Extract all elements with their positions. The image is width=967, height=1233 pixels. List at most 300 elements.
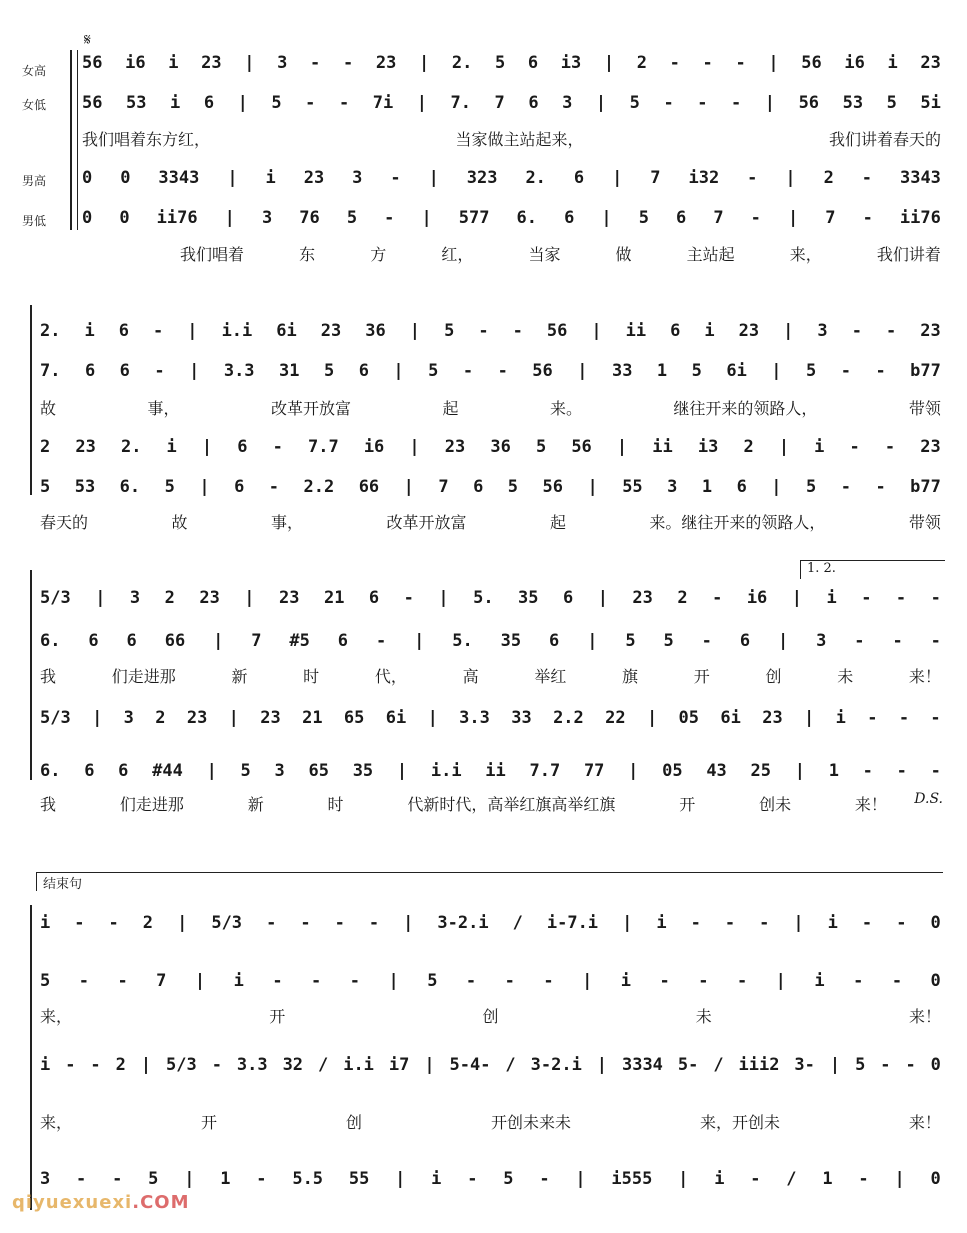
score-token: 56	[801, 53, 822, 73]
score-token: 56	[798, 93, 820, 113]
score-token: 5	[427, 971, 438, 991]
score-token: 开	[200, 1112, 217, 1132]
score-token: 5.	[473, 588, 494, 608]
score-token: -	[867, 708, 878, 728]
score-token: -	[78, 971, 89, 991]
score-token: 开	[269, 1006, 286, 1026]
barline: |	[793, 913, 804, 933]
barline: |	[95, 588, 106, 608]
barline: |	[678, 1169, 689, 1189]
score-token: 35	[518, 588, 539, 608]
barline: |	[587, 631, 598, 651]
barline: |	[775, 971, 786, 991]
score-token: -	[861, 588, 872, 608]
score-token: 66	[164, 631, 186, 651]
barline: |	[206, 761, 217, 781]
score-token: 3334	[621, 1055, 663, 1075]
score-token: 6	[118, 761, 129, 781]
score-token: 新	[231, 666, 248, 686]
score-token: 来，开创未	[699, 1112, 780, 1132]
score-token: 2	[636, 53, 648, 73]
score-token: 3	[667, 477, 678, 497]
score-token: 0	[120, 168, 131, 188]
system3-soprano-notes	[40, 585, 941, 611]
score-token: 6	[237, 437, 248, 457]
score-token: 创	[345, 1112, 362, 1132]
barline: |	[438, 588, 449, 608]
system-bracket	[30, 905, 32, 1210]
system-bracket	[70, 50, 72, 230]
barline: |	[787, 208, 799, 228]
score-token: 5	[806, 477, 817, 497]
score-token: 事，	[270, 512, 303, 532]
coda-female-lyrics	[40, 1004, 941, 1026]
barline: |	[783, 321, 794, 341]
coda-male-lyrics	[40, 1110, 941, 1132]
score-token: -	[851, 321, 862, 341]
score-token: -	[65, 1055, 76, 1075]
score-token: 23	[279, 588, 300, 608]
score-token: 0	[930, 913, 941, 933]
score-token: 6	[358, 361, 369, 381]
score-token: 5/3	[211, 913, 243, 933]
score-token: -	[663, 93, 674, 113]
score-token: 6	[739, 631, 751, 651]
score-token: /	[318, 1055, 329, 1075]
score-token: -	[880, 1055, 891, 1075]
score-token: -	[747, 168, 758, 188]
score-token: 0	[930, 971, 941, 991]
score-token: 23	[920, 53, 941, 73]
score-token: i.i	[343, 1055, 374, 1075]
score-token: 6	[736, 477, 747, 497]
barline: |	[228, 708, 239, 728]
score-token: 6	[670, 321, 681, 341]
system2-female-lyrics	[40, 396, 941, 418]
score-token: i	[84, 321, 95, 341]
score-token: 当家做主站起来，	[455, 129, 584, 149]
score-token: 56	[546, 321, 568, 341]
score-token: 时	[303, 666, 320, 686]
score-token: i6	[844, 53, 865, 73]
barline: |	[403, 913, 414, 933]
score-token: -	[697, 93, 708, 113]
score-token: 故	[40, 398, 57, 418]
score-token: -	[74, 913, 85, 933]
barline: |	[393, 361, 404, 381]
score-token: 6	[119, 361, 130, 381]
score-token: 6	[337, 631, 349, 651]
score-token: 35	[352, 761, 374, 781]
score-token: 577	[458, 208, 490, 228]
score-token: -	[154, 361, 165, 381]
score-token: -	[853, 971, 864, 991]
score-token: -	[875, 477, 886, 497]
score-token: 3	[816, 631, 827, 651]
score-token: b77	[910, 477, 941, 497]
barline: |	[791, 588, 803, 608]
score-token: 23	[375, 53, 397, 73]
score-token: 创	[482, 1006, 499, 1026]
score-token: 6	[549, 631, 560, 651]
score-token: 5	[886, 93, 897, 113]
score-token: 5	[271, 93, 282, 113]
score-token: 77	[583, 761, 605, 781]
score-token: -	[930, 588, 941, 608]
score-token: 来！	[908, 1006, 941, 1026]
score-token: 我们唱着	[180, 244, 245, 264]
score-token: 6	[562, 588, 574, 608]
score-token: 1	[822, 1169, 833, 1189]
score-token: 来，	[40, 1112, 73, 1132]
score-token: 3.3	[459, 708, 490, 728]
score-token: 6	[84, 761, 95, 781]
score-token: 2.	[525, 168, 546, 188]
score-token: 们走进那	[111, 666, 176, 686]
score-token: 我们讲着春天的	[828, 129, 941, 149]
score-token: i6	[363, 437, 385, 457]
score-token: 来！	[854, 794, 887, 814]
score-token: 33	[611, 361, 633, 381]
score-token: -	[905, 1055, 916, 1075]
score-token: -	[840, 361, 851, 381]
system1-tenor-notes	[82, 165, 941, 191]
score-token: -	[885, 321, 897, 341]
barline: |	[628, 761, 639, 781]
score-token: i32	[688, 168, 720, 188]
score-token: -	[272, 971, 283, 991]
barline: |	[187, 321, 198, 341]
score-token: 6	[564, 208, 575, 228]
barline: |	[396, 761, 408, 781]
score-token: 2	[142, 913, 154, 933]
score-token: i.i	[221, 321, 253, 341]
score-token: 起	[442, 398, 459, 418]
score-token: 带领	[908, 398, 941, 418]
barline: |	[213, 631, 224, 651]
score-token: 3	[277, 53, 288, 73]
system1-soprano-notes	[82, 50, 941, 76]
score-token: -	[465, 971, 477, 991]
score-token: 22	[605, 708, 626, 728]
score-token: 55	[348, 1169, 370, 1189]
score-token: -	[268, 477, 280, 497]
score-token: -	[669, 53, 680, 73]
score-token: 代新时代，高举红旗高举红旗	[407, 794, 616, 814]
system2-tenor-notes	[40, 434, 941, 460]
score-token: 来！	[908, 666, 941, 686]
barline: |	[403, 477, 414, 497]
barline: |	[582, 971, 593, 991]
score-token: -	[153, 321, 164, 341]
score-token: 0	[119, 208, 130, 228]
system2-soprano-notes	[40, 318, 941, 344]
score-token: 7i	[372, 93, 394, 113]
score-token: 红，	[441, 244, 474, 264]
score-token: 53	[126, 93, 147, 113]
score-token: 2	[115, 1055, 126, 1075]
label-tenor: 男高	[22, 174, 47, 188]
barline: |	[224, 208, 235, 228]
score-token: 5/3	[166, 1055, 197, 1075]
score-token: i	[620, 971, 632, 991]
barline: |	[595, 93, 607, 113]
score-token: 方	[370, 244, 387, 264]
score-token: 我	[40, 794, 57, 814]
barline: |	[622, 913, 633, 933]
score-token: 36	[490, 437, 511, 457]
score-token: 5	[806, 361, 817, 381]
score-token: 5	[625, 631, 636, 651]
score-token: 23	[303, 168, 325, 188]
system2-bass-notes	[40, 474, 941, 500]
score-token: -	[690, 913, 701, 933]
score-token: -	[338, 93, 350, 113]
system-bracket	[30, 305, 32, 495]
score-token: -	[930, 761, 941, 781]
score-token: 7	[650, 168, 661, 188]
score-token: 6	[118, 321, 130, 341]
score-token: i.i	[430, 761, 462, 781]
score-token: 我	[40, 666, 57, 686]
score-token: 旗	[622, 666, 639, 686]
barline: |	[778, 437, 790, 457]
score-token: 2.2	[303, 477, 335, 497]
system3-female-lyrics	[40, 664, 941, 686]
score-token: 66	[358, 477, 380, 497]
score-token: #5	[289, 631, 310, 651]
score-token: 7.7	[529, 761, 561, 781]
score-token: 2	[823, 168, 834, 188]
score-token: 做	[615, 244, 632, 264]
score-token: -	[112, 1169, 123, 1189]
score-token: 事，	[147, 398, 180, 418]
score-token: 7	[251, 631, 262, 651]
barline: |	[591, 321, 602, 341]
score-token: i	[40, 913, 51, 933]
score-token: 3	[817, 321, 828, 341]
score-token: 1	[701, 477, 713, 497]
score-token: 7.7	[307, 437, 339, 457]
system3-male-lyrics	[40, 792, 887, 814]
score-token: -	[497, 361, 508, 381]
barline: |	[428, 168, 439, 188]
score-token: 3-	[794, 1055, 815, 1075]
score-token: -	[702, 53, 713, 73]
score-token: -	[266, 913, 277, 933]
score-token: 3	[261, 208, 273, 228]
score-token: 76	[299, 208, 320, 228]
score-token: -	[840, 477, 851, 497]
coda-bracket: 结束句	[36, 872, 943, 891]
score-token: -	[390, 168, 401, 188]
score-token: 56	[82, 53, 103, 73]
score-token: 5-4-	[449, 1055, 491, 1075]
score-token: i	[887, 53, 898, 73]
score-token: 6.	[516, 208, 538, 228]
score-token: 起	[549, 512, 566, 532]
score-token: 来，	[40, 1006, 73, 1026]
score-token: -	[659, 971, 670, 991]
score-token: -	[891, 971, 903, 991]
score-token: i	[168, 53, 179, 73]
score-token: 当家	[528, 244, 561, 264]
coda-bass-notes	[40, 1166, 941, 1192]
barline: |	[244, 53, 255, 73]
score-token: -	[712, 588, 723, 608]
score-token: 05	[662, 761, 683, 781]
score-token: /	[512, 913, 523, 933]
score-token: 5	[428, 361, 439, 381]
system2-male-lyrics	[40, 510, 941, 532]
score-token: 5	[240, 761, 251, 781]
score-token: -	[861, 168, 873, 188]
score-token: 23	[444, 437, 466, 457]
score-token: -	[403, 588, 414, 608]
system-bracket	[30, 570, 32, 780]
barline: |	[794, 761, 805, 781]
watermark-suffix: .COM	[132, 1192, 190, 1213]
score-token: 1	[220, 1169, 231, 1189]
score-token: 未	[695, 1006, 712, 1026]
barline: |	[596, 1055, 608, 1075]
barline: |	[409, 321, 421, 341]
score-token: -	[305, 93, 316, 113]
score-token: 3	[129, 588, 141, 608]
score-token: 5	[346, 208, 358, 228]
score-token: 创	[765, 666, 782, 686]
barline: |	[804, 708, 815, 728]
score-token: 5	[629, 93, 640, 113]
score-token: 开创未来未	[490, 1112, 571, 1132]
score-token: -	[884, 437, 896, 457]
score-token: 3	[352, 168, 363, 188]
score-token: i	[431, 1169, 442, 1189]
barline: |	[244, 588, 255, 608]
score-token: 0	[82, 208, 93, 228]
score-token: ii76	[156, 208, 198, 228]
score-token: 6i	[385, 708, 407, 728]
score-token: 31	[279, 361, 300, 381]
barline: |	[646, 708, 658, 728]
score-token: 主站起	[686, 244, 735, 264]
barline: |	[424, 1055, 435, 1075]
score-token: 6	[234, 477, 245, 497]
score-token: 故	[171, 512, 188, 532]
score-token: 56	[571, 437, 592, 457]
barline: |	[140, 1055, 152, 1075]
score-token: 5	[323, 361, 335, 381]
score-token: i	[835, 708, 846, 728]
score-token: -	[256, 1169, 267, 1189]
barline: |	[427, 708, 438, 728]
score-token: -	[875, 361, 886, 381]
score-token: 6	[203, 93, 215, 113]
score-token: 2	[743, 437, 754, 457]
barline: |	[418, 53, 430, 73]
score-token: i3	[697, 437, 719, 457]
score-token: /	[505, 1055, 516, 1075]
score-token: -	[310, 53, 321, 73]
score-token: iii2	[738, 1055, 780, 1075]
score-token: -	[117, 971, 128, 991]
barline: |	[612, 168, 623, 188]
score-token: 3	[123, 708, 134, 728]
score-token: -	[849, 437, 860, 457]
system1-male-lyrics	[180, 242, 941, 264]
barline: |	[92, 708, 103, 728]
label-bass: 男低	[22, 214, 47, 228]
score-token: i	[814, 971, 825, 991]
label-soprano: 女高	[22, 64, 47, 78]
score-token: -	[750, 208, 761, 228]
score-token: i	[233, 971, 244, 991]
score-token: b77	[910, 361, 941, 381]
score-token: 高	[462, 666, 479, 686]
score-token: -	[898, 708, 910, 728]
score-token: 6.	[40, 761, 61, 781]
score-token: 5/3	[40, 588, 71, 608]
barline: |	[189, 361, 200, 381]
score-token: 5	[855, 1055, 866, 1075]
score-token: 7.	[40, 361, 61, 381]
score-token: -	[896, 913, 907, 933]
score-token: 3	[562, 93, 573, 113]
barline: |	[771, 361, 782, 381]
score-token: i	[714, 1169, 725, 1189]
score-token: -	[467, 1169, 478, 1189]
score-token: -	[311, 971, 322, 991]
score-token: 21	[323, 588, 345, 608]
score-token: 6	[88, 631, 99, 651]
score-token: -	[478, 321, 489, 341]
score-token: /	[786, 1169, 797, 1189]
score-token: 23	[260, 708, 281, 728]
score-token: ii	[485, 761, 506, 781]
score-token: 23	[738, 321, 760, 341]
label-alto: 女低	[22, 98, 47, 112]
score-token: -	[272, 437, 283, 457]
score-token: 0	[930, 1055, 941, 1075]
score-token: 春天的	[40, 512, 89, 532]
score-token: 6i	[720, 708, 741, 728]
site-watermark	[12, 1192, 190, 1213]
score-token: i	[40, 1055, 51, 1075]
score-token: i	[170, 93, 181, 113]
score-token: 2	[164, 588, 175, 608]
score-token: 56	[532, 361, 553, 381]
score-token: 0	[930, 1169, 941, 1189]
score-token: 时	[327, 794, 344, 814]
score-token: 33	[511, 708, 532, 728]
score-token: 23	[201, 53, 222, 73]
barline: |	[421, 208, 432, 228]
score-token: 继往开来的领路人，	[673, 398, 818, 418]
score-token: 6	[676, 208, 687, 228]
score-token: 2.	[40, 321, 61, 341]
score-token: 36	[365, 321, 386, 341]
score-token: i7	[388, 1055, 410, 1075]
barline: |	[184, 1169, 195, 1189]
score-token: -	[342, 53, 354, 73]
score-token: -	[862, 761, 873, 781]
score-token: 5	[494, 53, 506, 73]
score-token: 53	[842, 93, 864, 113]
score-token: -	[512, 321, 523, 341]
barline: |	[416, 93, 427, 113]
score-token: i-7.i	[546, 913, 599, 933]
score-token: 2.	[451, 53, 473, 73]
